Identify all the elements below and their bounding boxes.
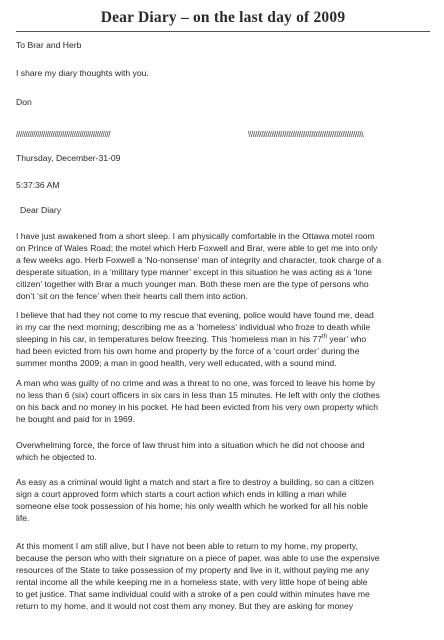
paragraph-6 bbox=[16, 541, 432, 612]
paragraph-line: At this moment I am still alive, but I have not been able to return to my home, my property, bbox=[16, 541, 358, 551]
paragraph-line-with-sup bbox=[16, 334, 432, 346]
paragraph-3 bbox=[16, 378, 432, 426]
title-rule bbox=[16, 31, 430, 32]
entry-time-block bbox=[16, 180, 432, 191]
paragraph-4 bbox=[16, 440, 432, 464]
paragraph-line: I have just awakened from a short sleep. I am physically comfortable in the Ottawa motel room bbox=[16, 231, 375, 241]
paragraph-line: desperate situation, in a ‘military type manner’ except in this situation he was acting as a ‘lone bbox=[16, 266, 372, 277]
entry-date: Thursday, December-31-09 bbox=[16, 153, 121, 163]
paragraph-line-tail: year’ who bbox=[327, 333, 367, 344]
slash-divider-right: \\\\\\\\\\\\\\\\\\\\\\\\\\\\\\\\\\\\\\\\\\\\\\\\\\\\\\\\\\\\ bbox=[248, 130, 364, 139]
entry-time: 5:37:36 AM bbox=[16, 180, 60, 190]
paragraph-line: As easy as a criminal would light a match and start a fire to destroy a building, so can a citizen bbox=[16, 477, 374, 487]
paragraph-5 bbox=[16, 477, 432, 525]
paragraph-line: because the person who with their signature on a piece of paper, was able to use the expensive bbox=[16, 552, 380, 563]
paragraph-line: someone else took possession of his home; his only wealth which he worked for all his noble bbox=[16, 500, 369, 511]
paragraph-line: don’t ‘sit on the fence’ when their hearts call them into action. bbox=[16, 290, 248, 301]
addressee: To Brar and Herb bbox=[16, 40, 82, 50]
paragraph-1 bbox=[16, 231, 432, 302]
paragraph-line: in my car the next morning; describing me as a ‘homeless’ individual who froze to death while bbox=[16, 321, 371, 332]
paragraph-line: he bought and paid for in 1969. bbox=[16, 413, 135, 424]
paragraph-line: on Prince of Wales Road; the motel which Herb Foxwell and Brar, were able to get me into only bbox=[16, 242, 378, 253]
paragraph-line: A man who was guilty of no crime and was a threat to no one, was forced to leave his home by bbox=[16, 378, 376, 388]
paragraph-line: resources of the State to take possession of my property and live in it, without paying me any bbox=[16, 564, 370, 575]
paragraph-line: summer months 2009; a man in good health, very well educated, with a sound mind. bbox=[16, 357, 337, 368]
paragraph-line: rental income all the while keeping me in a homeless state, with very little hope of being able bbox=[16, 576, 368, 587]
salutation-block bbox=[20, 205, 432, 216]
paragraph-2 bbox=[16, 310, 432, 370]
share-line: I share my diary thoughts with you. bbox=[16, 68, 149, 78]
share-block bbox=[16, 68, 432, 79]
paragraph-line: sign a court approved form which starts a court action which ends in killing a man while bbox=[16, 488, 347, 499]
ordinal-superscript: th bbox=[322, 333, 328, 340]
paragraph-line: Overwhelming force, the force of law thrust him into a situation which he did not choose and bbox=[16, 440, 365, 450]
paragraph-line: a few weeks ago. Herb Foxwell a ‘No-nonsense’ man of integrity and character, took charge of a bbox=[16, 254, 382, 265]
paragraph-line: on his back and no money in his pocket. He had been evicted from his very own property which bbox=[16, 401, 379, 412]
entry-date-block bbox=[16, 153, 432, 164]
paragraph-line: citizen’ together with Brar a much younger man. Both these men are the type of persons who bbox=[16, 278, 369, 289]
paragraph-line-text: sleeping in his car, in temperatures below freezing. This ‘homeless man in his 77 bbox=[16, 333, 323, 344]
paragraph-line: which he objected to. bbox=[16, 451, 97, 462]
signature-block bbox=[16, 97, 432, 108]
paragraph-line: return to my home, and it would not cost them any money. But they are asking for money bbox=[16, 600, 354, 611]
page-title: Dear Diary – on the last day of 2009 bbox=[100, 9, 346, 26]
paragraph-line: to get justice. That same individual could with a stroke of a pen could within minutes have me bbox=[16, 588, 370, 599]
paragraph-line: I believe that had they not come to my rescue that evening, police would have found me, dead bbox=[16, 310, 374, 320]
paragraph-line: life. bbox=[16, 512, 30, 523]
salutation: Dear Diary bbox=[20, 205, 62, 215]
paragraph-line: had been evicted from his own home and property by the force of a ‘court order’ during the bbox=[16, 345, 360, 356]
signature: Don bbox=[16, 97, 32, 107]
intro-block bbox=[16, 40, 432, 51]
paragraph-line: no less than 6 (six) court officers in six cars in less than 15 minutes. He left with only the clothes bbox=[16, 389, 380, 400]
slash-divider bbox=[16, 130, 432, 140]
slash-divider-left: ///////////////////////////////////////////////// bbox=[16, 130, 111, 139]
